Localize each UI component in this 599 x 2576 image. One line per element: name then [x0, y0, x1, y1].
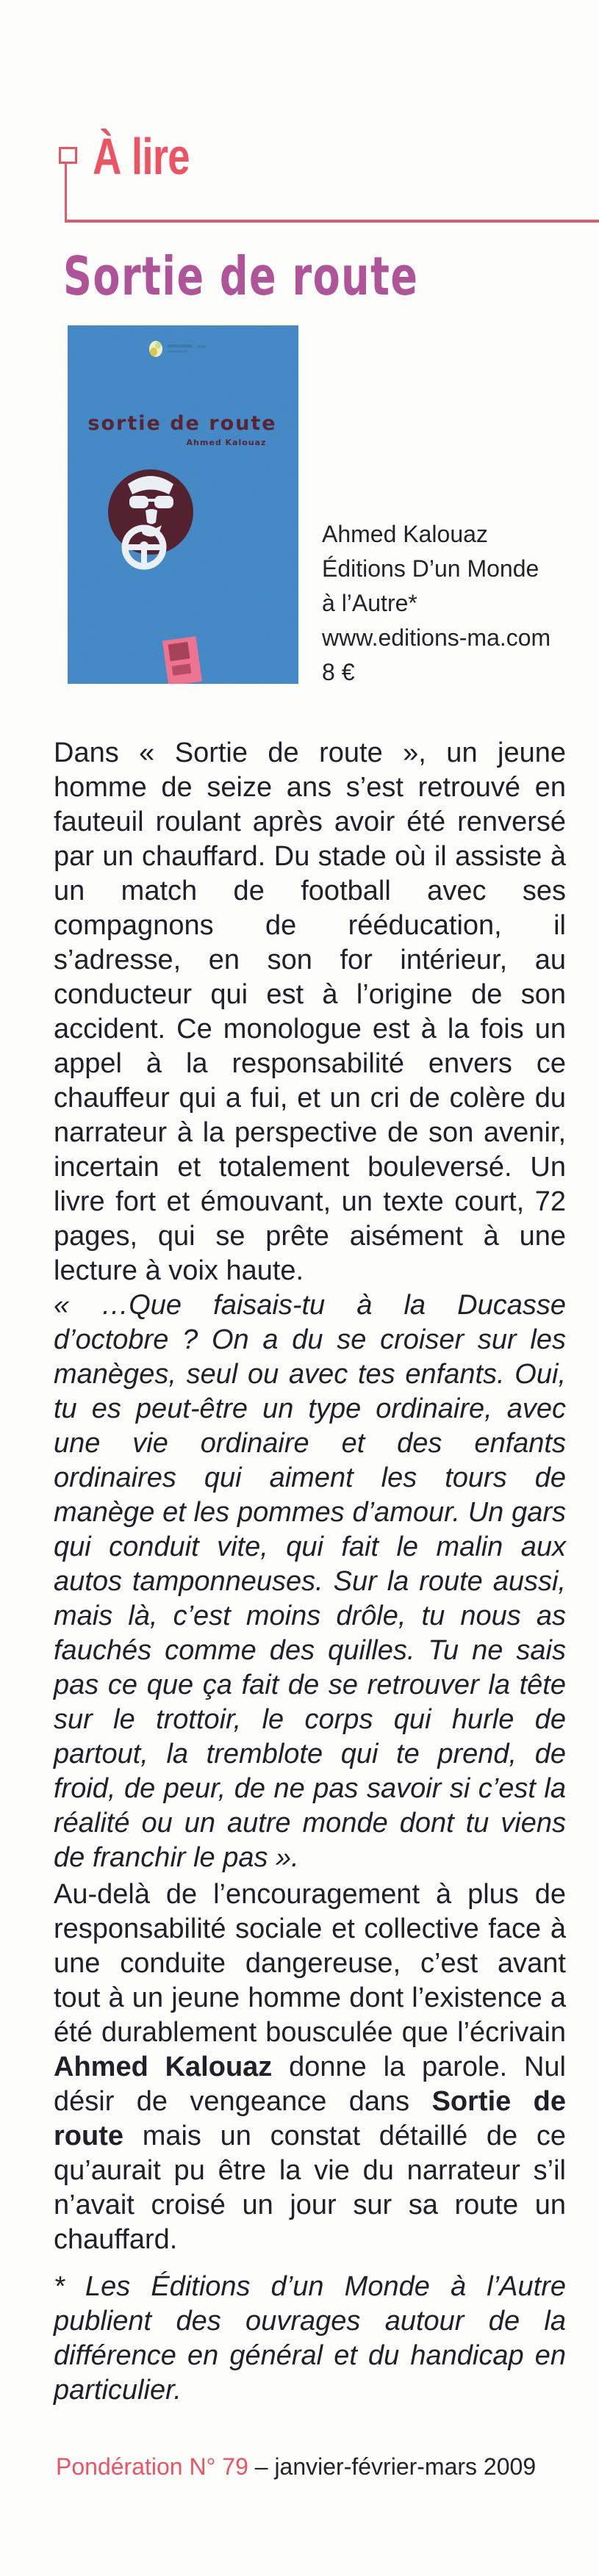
library-sticker	[162, 636, 202, 684]
cover-author: Ahmed Kalouaz	[186, 438, 267, 447]
review-quote: « …Que faisais-tu à la Ducasse d’octobre ? On a du se croiser sur les manèges, seul ou avec tes enfants. Oui, tu es peut-être un type ordinaire, avec une vie ordinaire et des enfants ordinaires qui aiment les tours de manège et les pommes d’amour. Un gars qui conduit vite, qui fait le malin aux autos tamponneuses. Sur la route aussi, mais là, c’est moins drôle, tu nous as fauchés comme des quilles. Tu ne sais pas ce que ça fait de se retrouver la tête sur le trottoir, le corps qui hurle de partout, la tremblote qui te prend, de froid, de peur, de ne pas savoir si c’est la réalité ou un autre monde dont tu viens de franchir le pas ».	[54, 1290, 566, 1873]
review-paragraph-1: Dans « Sortie de route », un jeune homme de seize ans s’est retrouvé en fauteuil roulant après avoir été renversé par un chauffard. Du stade où il assiste à un match de football avec ses compagnons de rééducation, il s’adresse, en son for intérieur, au conducteur qui est à l’origine de son accident. Ce monologue est à la fois un appel à la responsabilité envers ce chauffeur qui a fui, et un cri de colère du narrateur à la perspective de son avenir, incertain et totalement bouleversé. Un livre fort et émouvant, un texte court, 72 pages, qui se prête aisément à une lecture à voix haute.	[54, 737, 566, 1286]
page-footer	[56, 2450, 585, 2483]
book-info	[322, 517, 594, 690]
publisher-footnote: * Les Éditions d’un Monde à l’Autre publient des ouvrages autour de la différence en général et du handicap en particulier.	[54, 2271, 566, 2406]
book-publisher-line1: Éditions D’un Monde	[322, 555, 539, 582]
book-author: Ahmed Kalouaz	[322, 521, 488, 547]
driver-face-icon	[108, 469, 193, 555]
section-title: À lire	[93, 128, 190, 185]
review-paragraph-2: Au-delà de l’encouragement à plus de responsabilité sociale et collective face à une conduite dangereuse, c’est avant tout à un jeune homme dont l’existence a été durablement bousculée que l’écrivain Ahmed Kalouaz donne la parole. Nul désir de vengeance dans Sortie de route mais un constat détaillé de ce qu’aurait pu être la vie du narrateur s’il n’avait croisé un jour sur sa route un chauffard.	[54, 1879, 566, 2255]
decoration-rule-vertical	[65, 162, 67, 221]
book-cover-art	[68, 325, 298, 684]
journal-issue: Pondération N° 79	[56, 2453, 248, 2480]
book-publisher-url: www.editions-ma.com	[322, 624, 551, 651]
book-cover	[68, 325, 298, 684]
decoration-square	[59, 147, 77, 164]
book-price: 8 €	[322, 659, 355, 685]
book-publisher-line2: à l’Autre*	[322, 590, 417, 616]
decoration-rule-horizontal	[65, 220, 599, 223]
issue-date: – janvier-février-mars 2009	[248, 2453, 537, 2480]
article-title: Sortie de route	[63, 245, 419, 307]
cover-title: sortie de route	[87, 412, 277, 435]
